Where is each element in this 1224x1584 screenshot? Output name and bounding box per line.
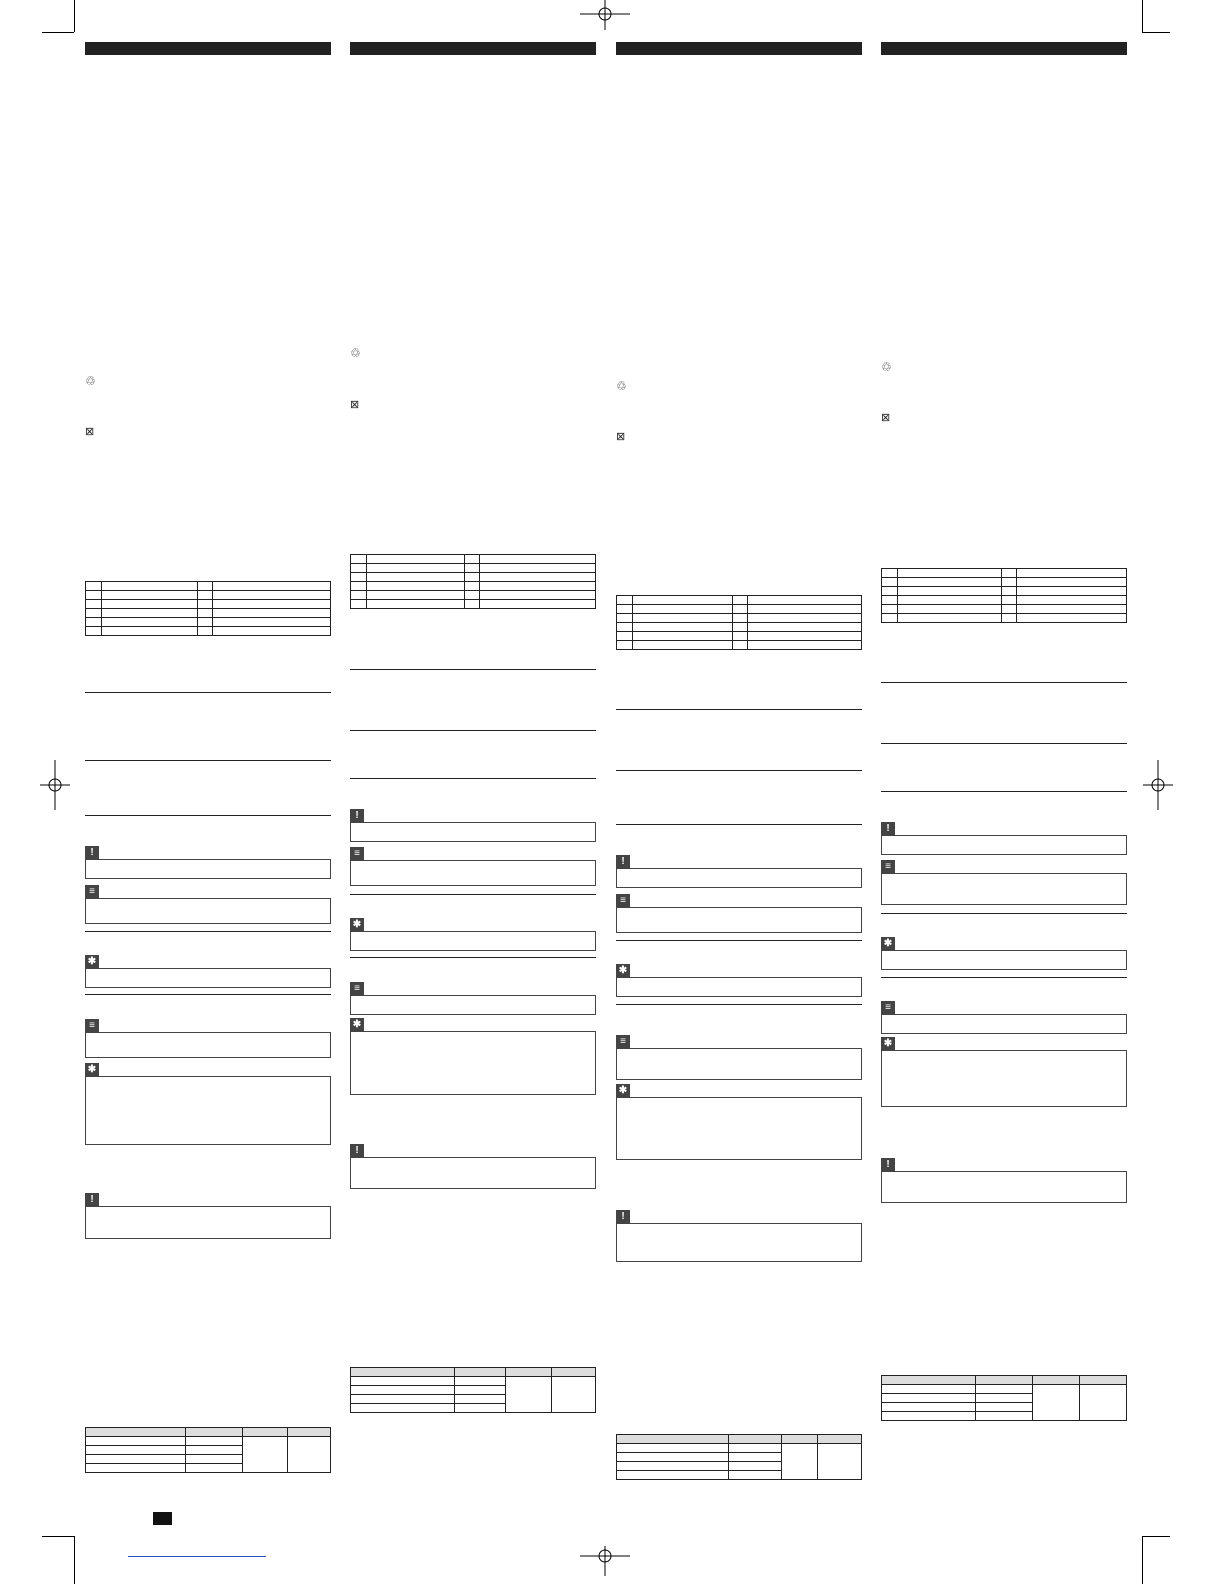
section-header-bar	[350, 42, 596, 55]
recycle-icon: ♲	[881, 360, 892, 374]
crossed-bin-icon: ⊠	[350, 399, 360, 411]
specifications-table	[616, 1434, 862, 1480]
parts-table	[85, 581, 331, 636]
section-divider	[616, 709, 862, 710]
exclamation-icon: !	[350, 1144, 364, 1157]
table-row	[882, 587, 1127, 596]
column-4	[881, 42, 1127, 1542]
table-row	[617, 596, 862, 605]
table-row	[882, 605, 1127, 614]
table-row	[351, 582, 596, 591]
table-row	[617, 623, 862, 632]
parts-table	[350, 554, 596, 609]
table-row	[351, 600, 596, 609]
website-link-underline[interactable]	[128, 1556, 266, 1557]
table-row	[86, 627, 331, 636]
section-divider	[881, 977, 1127, 978]
table-row	[617, 1435, 862, 1444]
section-divider	[881, 913, 1127, 914]
note-lines-icon: ≡	[350, 847, 364, 860]
asterisk-icon: ✱	[350, 1018, 364, 1031]
section-header-bar	[881, 42, 1127, 55]
table-row	[351, 555, 596, 564]
exclamation-icon: !	[350, 809, 364, 822]
note-lines-icon: ≡	[85, 885, 99, 898]
note-lines-icon: ≡	[616, 894, 630, 907]
table-row	[882, 578, 1127, 587]
section-divider	[350, 957, 596, 958]
table-row	[882, 1376, 1127, 1385]
recycle-icon: ♲	[85, 374, 96, 388]
table-row	[617, 1444, 862, 1453]
asterisk-icon: ✱	[85, 955, 99, 968]
section-divider	[616, 1004, 862, 1005]
section-divider	[85, 931, 331, 932]
section-divider	[350, 730, 596, 731]
table-row	[86, 591, 331, 600]
parts-table	[616, 595, 862, 650]
section-divider	[85, 760, 331, 761]
exclamation-icon: !	[616, 855, 630, 868]
section-divider	[881, 791, 1127, 792]
crossed-bin-icon: ⊠	[616, 431, 626, 443]
section-divider	[616, 824, 862, 825]
section-divider	[85, 994, 331, 995]
asterisk-icon: ✱	[350, 918, 364, 931]
note-lines-icon: ≡	[881, 860, 895, 873]
table-row	[86, 609, 331, 618]
section-divider	[85, 692, 331, 693]
note-lines-icon: ≡	[350, 982, 364, 995]
exclamation-icon: !	[616, 1210, 630, 1223]
table-row	[617, 614, 862, 623]
table-row	[351, 573, 596, 582]
table-row	[351, 1368, 596, 1377]
section-divider	[616, 940, 862, 941]
asterisk-icon: ✱	[85, 1063, 99, 1076]
exclamation-icon: !	[85, 846, 99, 859]
language-tab-marker	[153, 1512, 172, 1525]
table-row	[882, 1385, 1127, 1394]
registration-target-bottom	[580, 1546, 630, 1576]
table-row	[351, 591, 596, 600]
section-divider	[616, 770, 862, 771]
specifications-table	[85, 1427, 331, 1473]
exclamation-icon: !	[881, 1158, 895, 1171]
section-header-bar	[85, 42, 331, 55]
asterisk-icon: ✱	[616, 964, 630, 977]
section-header-bar	[616, 42, 862, 55]
section-divider	[350, 778, 596, 779]
asterisk-icon: ✱	[881, 937, 895, 950]
section-divider	[881, 682, 1127, 683]
parts-table	[881, 568, 1127, 623]
section-divider	[85, 815, 331, 816]
crossed-bin-icon: ⊠	[85, 426, 95, 438]
section-divider	[350, 669, 596, 670]
specifications-table	[350, 1367, 596, 1413]
crossed-bin-icon: ⊠	[881, 412, 891, 424]
table-row	[882, 596, 1127, 605]
table-row	[617, 632, 862, 641]
note-lines-icon: ≡	[881, 1001, 895, 1014]
section-divider	[881, 743, 1127, 744]
section-divider	[350, 894, 596, 895]
note-lines-icon: ≡	[85, 1019, 99, 1032]
table-row	[351, 1377, 596, 1386]
table-row	[617, 605, 862, 614]
registration-target-top	[580, 0, 630, 30]
table-row	[351, 564, 596, 573]
table-row	[86, 600, 331, 609]
recycle-icon: ♲	[350, 346, 361, 360]
table-row	[882, 569, 1127, 578]
specifications-table	[881, 1375, 1127, 1421]
table-row	[86, 1437, 331, 1446]
asterisk-icon: ✱	[616, 1084, 630, 1097]
table-row	[86, 1428, 331, 1437]
asterisk-icon: ✱	[881, 1037, 895, 1050]
exclamation-icon: !	[85, 1193, 99, 1206]
registration-target-right	[1143, 760, 1173, 810]
table-row	[882, 614, 1127, 623]
note-lines-icon: ≡	[616, 1035, 630, 1048]
table-row	[617, 641, 862, 650]
table-row	[86, 618, 331, 627]
column-1	[85, 42, 331, 1542]
column-2	[350, 42, 596, 1542]
registration-target-left	[40, 760, 70, 810]
recycle-icon: ♲	[616, 379, 627, 393]
table-row	[86, 582, 331, 591]
column-3	[616, 42, 862, 1542]
exclamation-icon: !	[881, 822, 895, 835]
